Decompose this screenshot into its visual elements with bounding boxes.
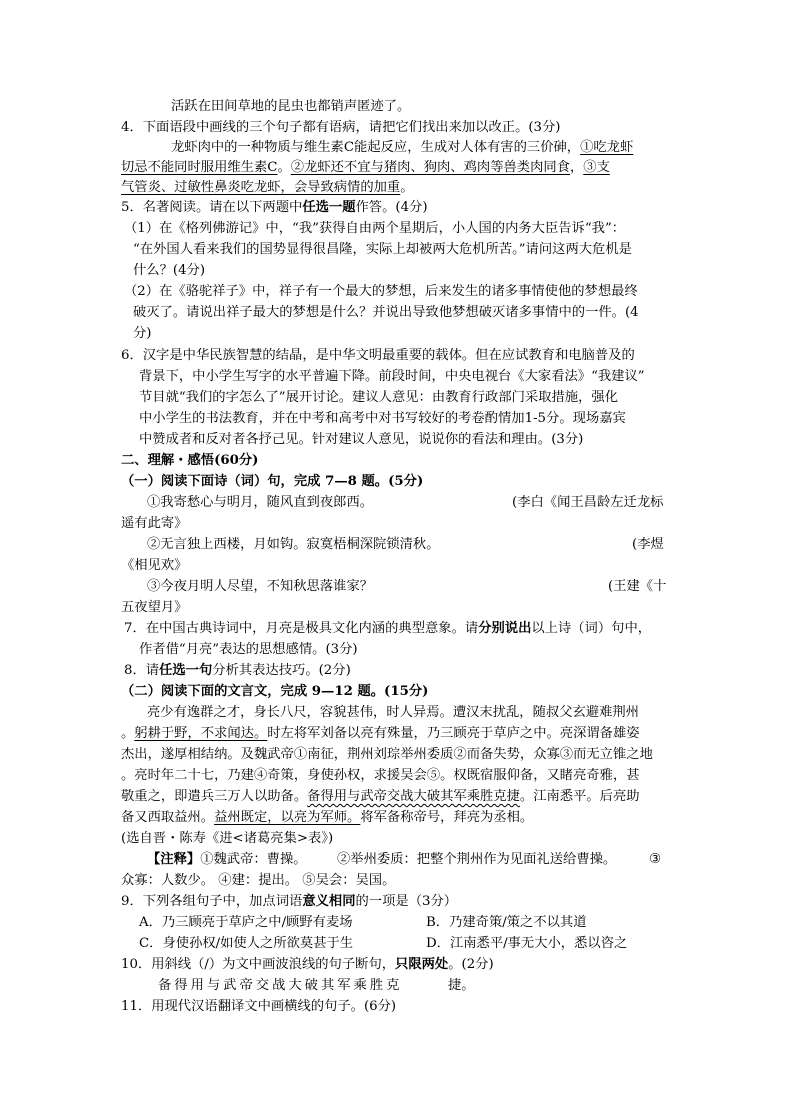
text: 8．请 — [124, 663, 160, 678]
poem-source-3: (王建《十 — [608, 579, 667, 594]
poem-source-2: 《相见欢》 — [121, 558, 188, 573]
classical-text-line — [121, 724, 640, 744]
poem-line-3: ③今夜月明人尽望，不知秋思落谁家？ — [147, 579, 374, 594]
option-d: D．江南悉平/事无大小，悉以咨之 — [426, 936, 628, 951]
underlined-sentence-3: 气管炎、过敏性鼻炎吃龙虾，会导致病情的加重 — [121, 180, 401, 195]
text: 时左将军刘备以亮有殊量，乃三顾亮于草庐之中。亮深谓备雄姿 — [267, 726, 640, 741]
text: 7．在中国古典诗词中，月亮是极具文化内涵的典型意象。请 — [124, 621, 479, 636]
classical-text-line: 。亮时年二十七，乃建④奇策，身使孙权，求援吴会⑤。权既宿服仰备，又睹亮奇雅，甚 — [121, 768, 640, 783]
question-10-sentence: 备得用与武帝交战大破其军乘胜克 — [158, 978, 403, 993]
classical-text-line — [121, 808, 533, 828]
text: 分析其表达技巧。(2分) — [212, 663, 351, 678]
text: 。(2分) — [448, 957, 494, 972]
question-6: 中小学生的书法教育，并在中考和高考中对书写较好的考卷酌情加1-5分。现场嘉宾 — [139, 411, 626, 426]
section-2-heading: 二、理解・感悟(60分) — [121, 453, 259, 468]
text: 的一项是（3分） — [355, 894, 458, 909]
punct: 。 — [121, 726, 135, 741]
text: 将军备称帝号，拜亮为丞相。 — [360, 810, 534, 825]
question-5-1: （1）在《格列佛游记》中，“我”获得自由两个星期后，小人国的内务大臣告诉“我”： — [124, 221, 626, 236]
question-10-sentence-end: 捷。 — [448, 978, 475, 993]
poem-line-2: ②无言独上西楼，月如钩。寂寞梧桐深院锁清秋。 — [147, 537, 440, 552]
question-4-passage — [171, 138, 633, 158]
underlined-sentence-2: ②龙虾还不宜与猪肉、狗肉、鸡肉等兽类肉同食 — [290, 160, 570, 175]
question-4-passage — [121, 158, 610, 178]
annotation: ①魏武帝：曹操。 — [200, 852, 307, 867]
classical-text-line: 亮少有逸群之才，身长八尺，容貌甚伟，时人异焉。遭汉末扰乱，随叔父玄避难荆州 — [147, 705, 639, 720]
option-a: A．乃三顾亮于草庐之中/顾野有麦场 — [139, 915, 353, 930]
emphasis: 只限两处 — [395, 957, 449, 972]
annotation-label: 【注释】 — [147, 852, 201, 867]
question-5-2: （2）在《骆驼祥子》中，祥子有一个最大的梦想，后来发生的诸多事情使他的梦想最终 — [124, 284, 638, 299]
text: 10．用斜线（/）为文中画波浪线的句子断句， — [121, 957, 396, 972]
question-6: 中赞成者和反对者各抒己见。针对建议人意见，说说你的看法和理由。(3分) — [139, 432, 584, 447]
annotations — [147, 850, 307, 870]
question-11: 11．用现代汉语翻译文中画横线的句子。(6分) — [121, 999, 397, 1014]
emphasis: 意义相同 — [302, 894, 356, 909]
text: 以上诗（词）句中， — [531, 621, 652, 636]
question-5-2: 分) — [133, 326, 152, 341]
underlined-sentence-1: ①吃龙虾 — [580, 140, 634, 155]
passage-text: 龙虾肉中的一种物质与维生素C能起反应，生成对人体有害的三价砷， — [171, 140, 581, 155]
question-7 — [124, 619, 651, 639]
emphasis: 分别说出 — [478, 621, 532, 636]
text-source: (选自晋・陈寿《进<诸葛亮集>表》) — [121, 831, 334, 846]
question-8 — [124, 661, 351, 681]
annotation: 众寡：人数少。 ④建：提出。 ⑤吴会：吴国。 — [121, 873, 396, 888]
poem-line-1: ①我寄愁心与明月，随风直到夜郎西。 — [147, 495, 374, 510]
classical-text-line: 杰出，遂厚相结纳。及魏武帝①南征，荆州刘琮举州委质②而备失势，众寡③而无立锥之地 — [121, 747, 653, 762]
poem-source-1: (李白《闻王昌龄左迁龙标 — [512, 495, 664, 510]
emphasis: 任选一题 — [302, 200, 356, 215]
classical-text-line — [121, 787, 640, 807]
annotation: ②举州委质：把整个荆州作为见面礼送给曹操。 — [337, 852, 617, 867]
question-5-1: 什么？(4分) — [133, 263, 206, 278]
question-4-passage — [121, 178, 414, 198]
text-line: 活跃在田间草地的昆虫也都销声匿迹了。 — [171, 99, 411, 114]
annotation: ③ — [649, 852, 661, 867]
emphasis: 任选一句 — [159, 663, 213, 678]
text: 作答。(4分) — [355, 200, 428, 215]
underlined-sentence: 躬耕于野，不求闻达。 — [134, 726, 268, 741]
text: 5．名著阅读。请在以下两题中 — [121, 200, 303, 215]
question-10 — [121, 955, 494, 975]
wavy-underlined-sentence: 备得用与武帝交战大破其军乘胜克捷 — [307, 789, 520, 804]
subsection-1-heading: （一）阅读下面诗（词）句，完成 7—8 题。(5分) — [121, 474, 424, 489]
punct: ， — [569, 160, 584, 175]
underlined-sentence: 益州既定，以亮为军师。 — [214, 810, 361, 825]
subsection-2-heading: （二）阅读下面的文言文，完成 9—12 题。(15分) — [121, 684, 429, 699]
poem-source-3: 五夜望月》 — [121, 600, 188, 615]
option-b: B．乃建奇策/策之不以其道 — [426, 915, 587, 930]
question-5-1: “在外国人看来我们的国势显得很昌隆，实际上却被两大危机所苦。”请问这两大危机是 — [133, 242, 632, 257]
question-9 — [121, 892, 457, 912]
punct: 。 — [400, 180, 414, 195]
punct: 。 — [277, 160, 291, 175]
text: 备又西取益州。 — [121, 810, 215, 825]
question-6: 背景下，中小学生写字的水平普遍下降。前段时间，中央电视台《大家看法》“我建议” — [139, 369, 645, 384]
question-6: 6．汉字是中华民族智慧的结晶，是中华文明最重要的载体。但在应试教育和电脑普及的 — [121, 348, 635, 363]
question-5-2: 破灭了。请说出祥子最大的梦想是什么？并说出导致他梦想破灭诸多事情中的一件。(4 — [133, 305, 639, 320]
underlined-sentence-1: 切忌不能同时服用维生素C — [121, 160, 278, 175]
underlined-sentence-3: ③支 — [583, 160, 610, 175]
question-5 — [121, 198, 428, 218]
question-7: 作者借“月亮”表达的思想感情。(3分) — [139, 642, 358, 657]
text: 9．下列各组句子中，加点词语 — [121, 894, 303, 909]
poem-source-1: 遥有此寄》 — [121, 516, 188, 531]
question-6: 节目就“我们的字怎么了”展开讨论。建议人意见：由教育行政部门采取措施，强化 — [139, 390, 618, 405]
question-4: 4．下面语段中画线的三个句子都有语病，请把它们找出来加以改正。(3分) — [121, 120, 561, 135]
poem-source-2: (李煜 — [632, 537, 664, 552]
option-c: C．身使孙权/如使人之所欲莫甚于生 — [139, 936, 354, 951]
text: 敬重之，即遣兵三万人以助备。 — [121, 789, 308, 804]
text: 。江南悉平。后亮助 — [519, 789, 640, 804]
